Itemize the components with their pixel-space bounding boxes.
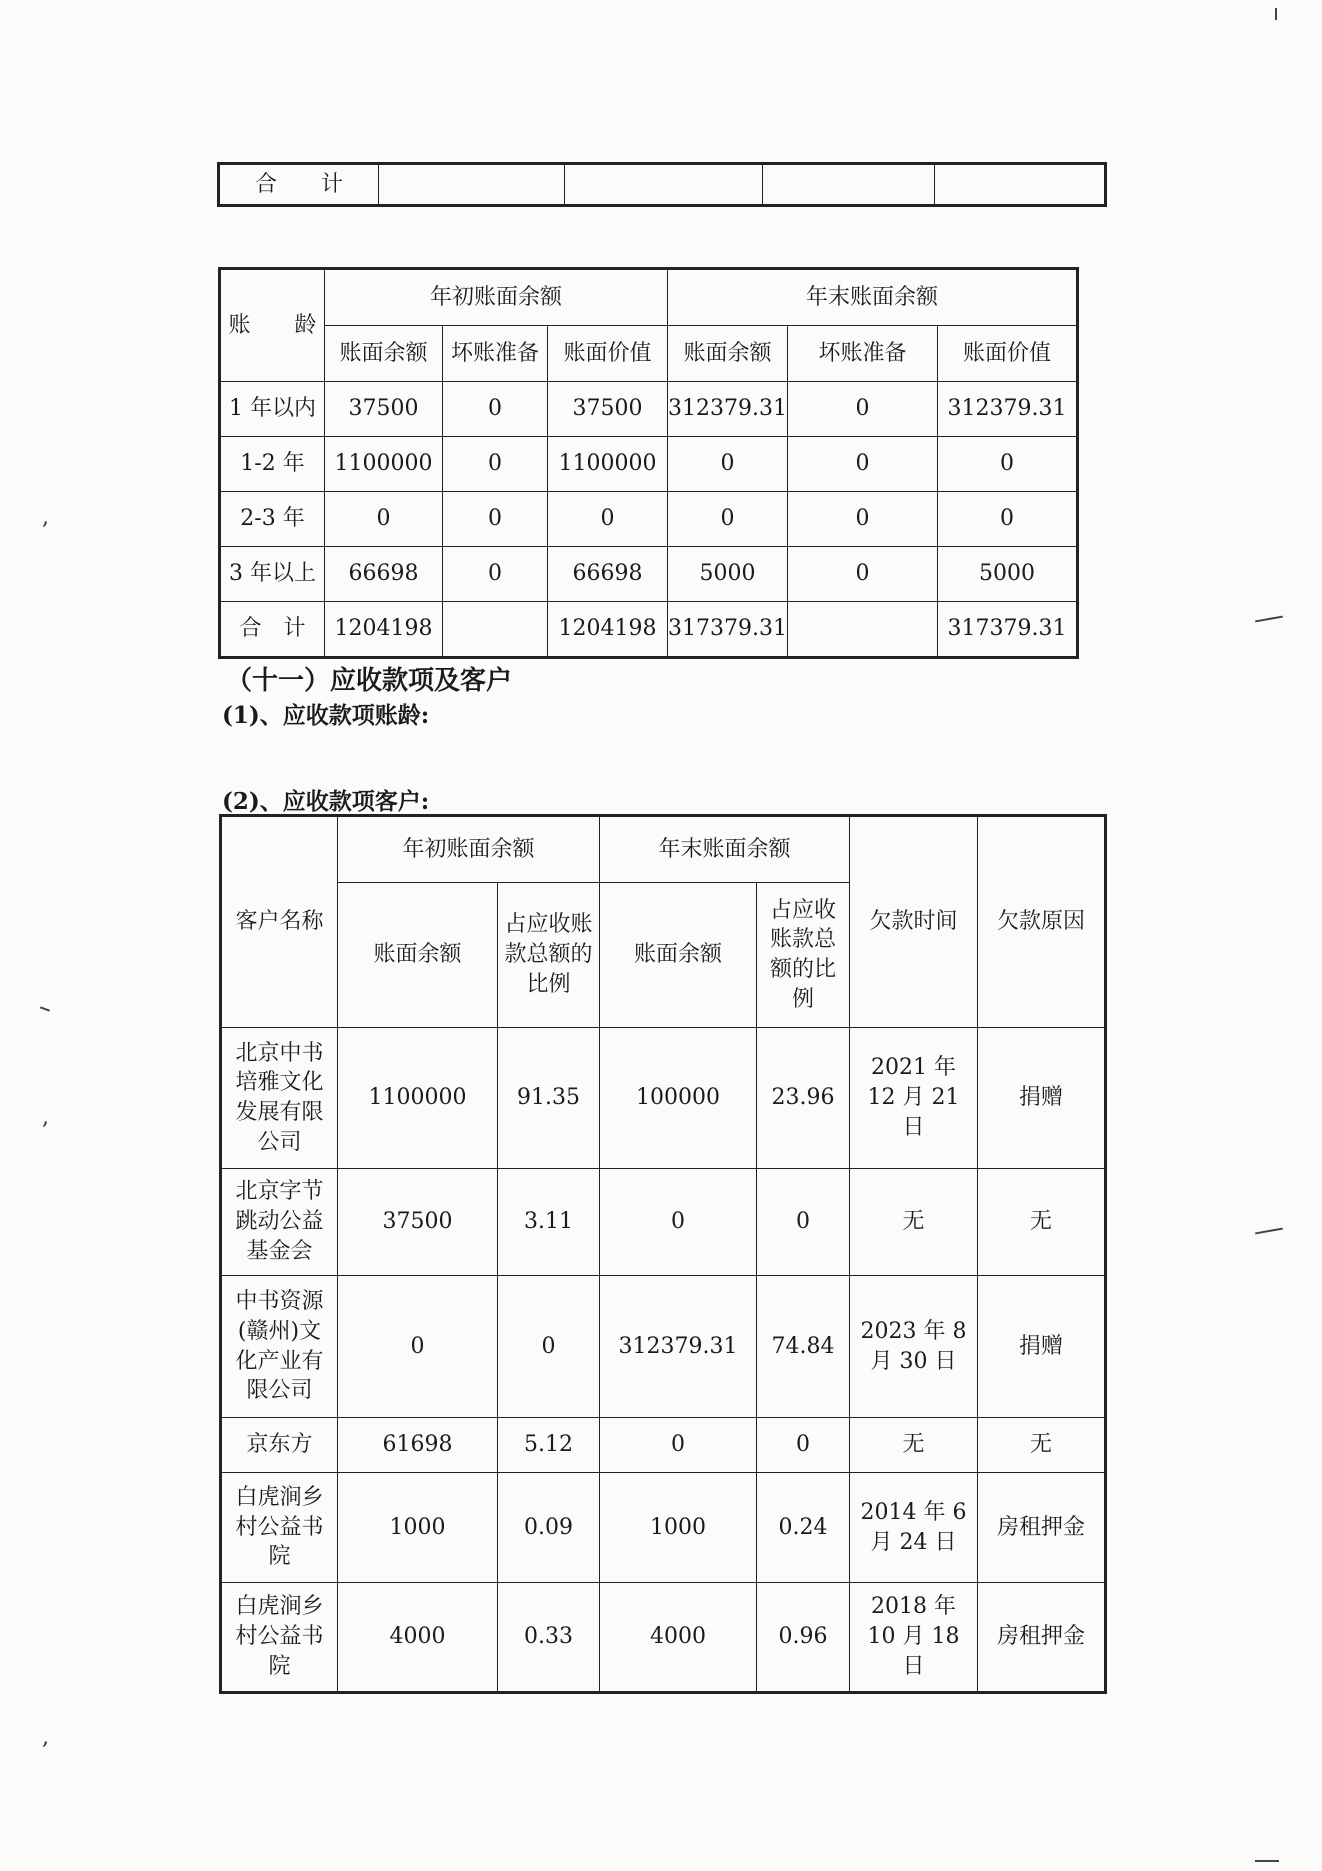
section-sub2: (2)、应收款项客户: bbox=[222, 788, 430, 815]
customer-name: 京东方 bbox=[221, 1418, 338, 1473]
empty-cell bbox=[379, 164, 565, 206]
aging-row bbox=[220, 602, 1078, 658]
customer-cell: 0.96 bbox=[757, 1583, 850, 1693]
debt-reason: 无 bbox=[978, 1418, 1106, 1473]
aging-cell: 0 bbox=[548, 492, 668, 547]
aging-cell: 317379.31 bbox=[938, 602, 1078, 658]
customer-row bbox=[221, 1418, 1106, 1473]
customer-cell: 0 bbox=[600, 1169, 757, 1276]
aging-row bbox=[220, 382, 1078, 437]
aging-table bbox=[218, 267, 1079, 659]
aging-cell: 0 bbox=[443, 437, 548, 492]
customer-row bbox=[221, 1473, 1106, 1583]
aging-cell: 0 bbox=[788, 382, 938, 437]
customer-name: 白虎涧乡村公益书院 bbox=[221, 1583, 338, 1693]
debt-time: 2023 年 8 月 30 日 bbox=[850, 1276, 978, 1418]
aging-label: 合 计 bbox=[220, 602, 325, 658]
aging-cell: 1204198 bbox=[325, 602, 443, 658]
aging-cell: 37500 bbox=[548, 382, 668, 437]
customer-cell: 0 bbox=[600, 1418, 757, 1473]
aging-cell: 0 bbox=[938, 492, 1078, 547]
debt-reason: 捐赠 bbox=[978, 1276, 1106, 1418]
debt-reason: 捐赠 bbox=[978, 1028, 1106, 1169]
sub-header: 账面价值 bbox=[938, 326, 1078, 382]
aging-cell: 0 bbox=[443, 547, 548, 602]
customer-cell: 5.12 bbox=[498, 1418, 600, 1473]
group-header-begin: 年初账面余额 bbox=[338, 816, 600, 883]
aging-cell: 0 bbox=[443, 382, 548, 437]
sub-header: 账面余额 bbox=[668, 326, 788, 382]
customer-name-header: 客户名称 bbox=[221, 816, 338, 1028]
scan-mark: , bbox=[42, 1725, 49, 1750]
debt-reason: 房租押金 bbox=[978, 1473, 1106, 1583]
customer-cell: 4000 bbox=[338, 1583, 498, 1693]
time-header: 欠款时间 bbox=[850, 816, 978, 1028]
customer-cell: 1000 bbox=[600, 1473, 757, 1583]
aging-label: 2-3 年 bbox=[220, 492, 325, 547]
aging-cell: 0 bbox=[668, 437, 788, 492]
customer-cell: 0 bbox=[757, 1418, 850, 1473]
aging-header: 账 龄 bbox=[220, 269, 325, 382]
aging-cell: 1100000 bbox=[325, 437, 443, 492]
debt-time: 2021 年 12 月 21 日 bbox=[850, 1028, 978, 1169]
sub-header: 坏账准备 bbox=[443, 326, 548, 382]
aging-cell: 0 bbox=[788, 437, 938, 492]
aging-cell: 37500 bbox=[325, 382, 443, 437]
group-header-end: 年末账面余额 bbox=[668, 269, 1078, 326]
customer-cell: 91.35 bbox=[498, 1028, 600, 1169]
aging-cell: 1100000 bbox=[548, 437, 668, 492]
aging-cell: 5000 bbox=[938, 547, 1078, 602]
aging-row bbox=[220, 492, 1078, 547]
customer-row bbox=[221, 1169, 1106, 1276]
aging-cell: 0 bbox=[668, 492, 788, 547]
customer-row bbox=[221, 1276, 1106, 1418]
aging-label: 1 年以内 bbox=[220, 382, 325, 437]
scan-mark bbox=[1255, 1860, 1279, 1862]
customer-cell: 61698 bbox=[338, 1418, 498, 1473]
customer-cell: 0.24 bbox=[757, 1473, 850, 1583]
debt-time: 2014 年 6 月 24 日 bbox=[850, 1473, 978, 1583]
customer-name: 北京中书培雅文化发展有限公司 bbox=[221, 1028, 338, 1169]
customer-cell: 0.33 bbox=[498, 1583, 600, 1693]
customer-cell: 312379.31 bbox=[600, 1276, 757, 1418]
aging-cell: 312379.31 bbox=[668, 382, 788, 437]
aging-label: 3 年以上 bbox=[220, 547, 325, 602]
section-sub1: (1)、应收款项账龄: bbox=[222, 702, 430, 729]
customer-cell: 3.11 bbox=[498, 1169, 600, 1276]
section-title: （十一）应收款项及客户 bbox=[226, 666, 513, 696]
customer-row bbox=[221, 1028, 1106, 1169]
customer-cell: 100000 bbox=[600, 1028, 757, 1169]
scan-mark bbox=[1255, 1228, 1283, 1235]
customer-row bbox=[221, 1583, 1106, 1693]
aging-cell: 1204198 bbox=[548, 602, 668, 658]
aging-row bbox=[220, 547, 1078, 602]
customer-cell: 74.84 bbox=[757, 1276, 850, 1418]
aging-row bbox=[220, 437, 1078, 492]
sub-header-ratio: 占应收账款总额的比例 bbox=[498, 883, 600, 1028]
customer-name: 白虎涧乡村公益书院 bbox=[221, 1473, 338, 1583]
total-label: 合 计 bbox=[219, 164, 379, 206]
aging-cell: 0 bbox=[443, 492, 548, 547]
empty-cell bbox=[565, 164, 763, 206]
sub-header: 坏账准备 bbox=[788, 326, 938, 382]
aging-cell: 0 bbox=[938, 437, 1078, 492]
customer-cell: 0 bbox=[338, 1276, 498, 1418]
debt-time: 2018 年 10 月 18 日 bbox=[850, 1583, 978, 1693]
customer-cell: 0 bbox=[498, 1276, 600, 1418]
scan-mark bbox=[40, 1006, 50, 1011]
aging-cell: 66698 bbox=[325, 547, 443, 602]
aging-cell: 0 bbox=[788, 492, 938, 547]
aging-cell: 5000 bbox=[668, 547, 788, 602]
customer-cell: 1100000 bbox=[338, 1028, 498, 1169]
top-total-table bbox=[217, 162, 1107, 207]
scan-mark: , bbox=[42, 505, 49, 530]
empty-cell bbox=[935, 164, 1106, 206]
sub-header-balance: 账面余额 bbox=[338, 883, 498, 1028]
scan-mark bbox=[1255, 616, 1283, 623]
debt-reason: 无 bbox=[978, 1169, 1106, 1276]
customer-name: 中书资源(赣州)文化产业有限公司 bbox=[221, 1276, 338, 1418]
scan-mark bbox=[1275, 8, 1277, 20]
customer-cell: 37500 bbox=[338, 1169, 498, 1276]
debt-time: 无 bbox=[850, 1169, 978, 1276]
sub-header: 账面价值 bbox=[548, 326, 668, 382]
group-header-begin: 年初账面余额 bbox=[325, 269, 668, 326]
customer-cell: 4000 bbox=[600, 1583, 757, 1693]
debt-time: 无 bbox=[850, 1418, 978, 1473]
customer-name: 北京字节跳动公益基金会 bbox=[221, 1169, 338, 1276]
customer-cell: 23.96 bbox=[757, 1028, 850, 1169]
empty-cell bbox=[763, 164, 935, 206]
group-header-end: 年末账面余额 bbox=[600, 816, 850, 883]
aging-label: 1-2 年 bbox=[220, 437, 325, 492]
customer-cell: 0 bbox=[757, 1169, 850, 1276]
aging-cell: 317379.31 bbox=[668, 602, 788, 658]
aging-cell: 0 bbox=[325, 492, 443, 547]
scan-mark: , bbox=[42, 1105, 49, 1130]
aging-cell bbox=[443, 602, 548, 658]
customer-cell: 0.09 bbox=[498, 1473, 600, 1583]
sub-header-balance: 账面余额 bbox=[600, 883, 757, 1028]
aging-cell: 66698 bbox=[548, 547, 668, 602]
reason-header: 欠款原因 bbox=[978, 816, 1106, 1028]
customer-table bbox=[219, 814, 1107, 1694]
sub-header-ratio: 占应收账款总额的比例 bbox=[757, 883, 850, 1028]
debt-reason: 房租押金 bbox=[978, 1583, 1106, 1693]
aging-cell bbox=[788, 602, 938, 658]
customer-cell: 1000 bbox=[338, 1473, 498, 1583]
aging-cell: 312379.31 bbox=[938, 382, 1078, 437]
aging-cell: 0 bbox=[788, 547, 938, 602]
sub-header: 账面余额 bbox=[325, 326, 443, 382]
